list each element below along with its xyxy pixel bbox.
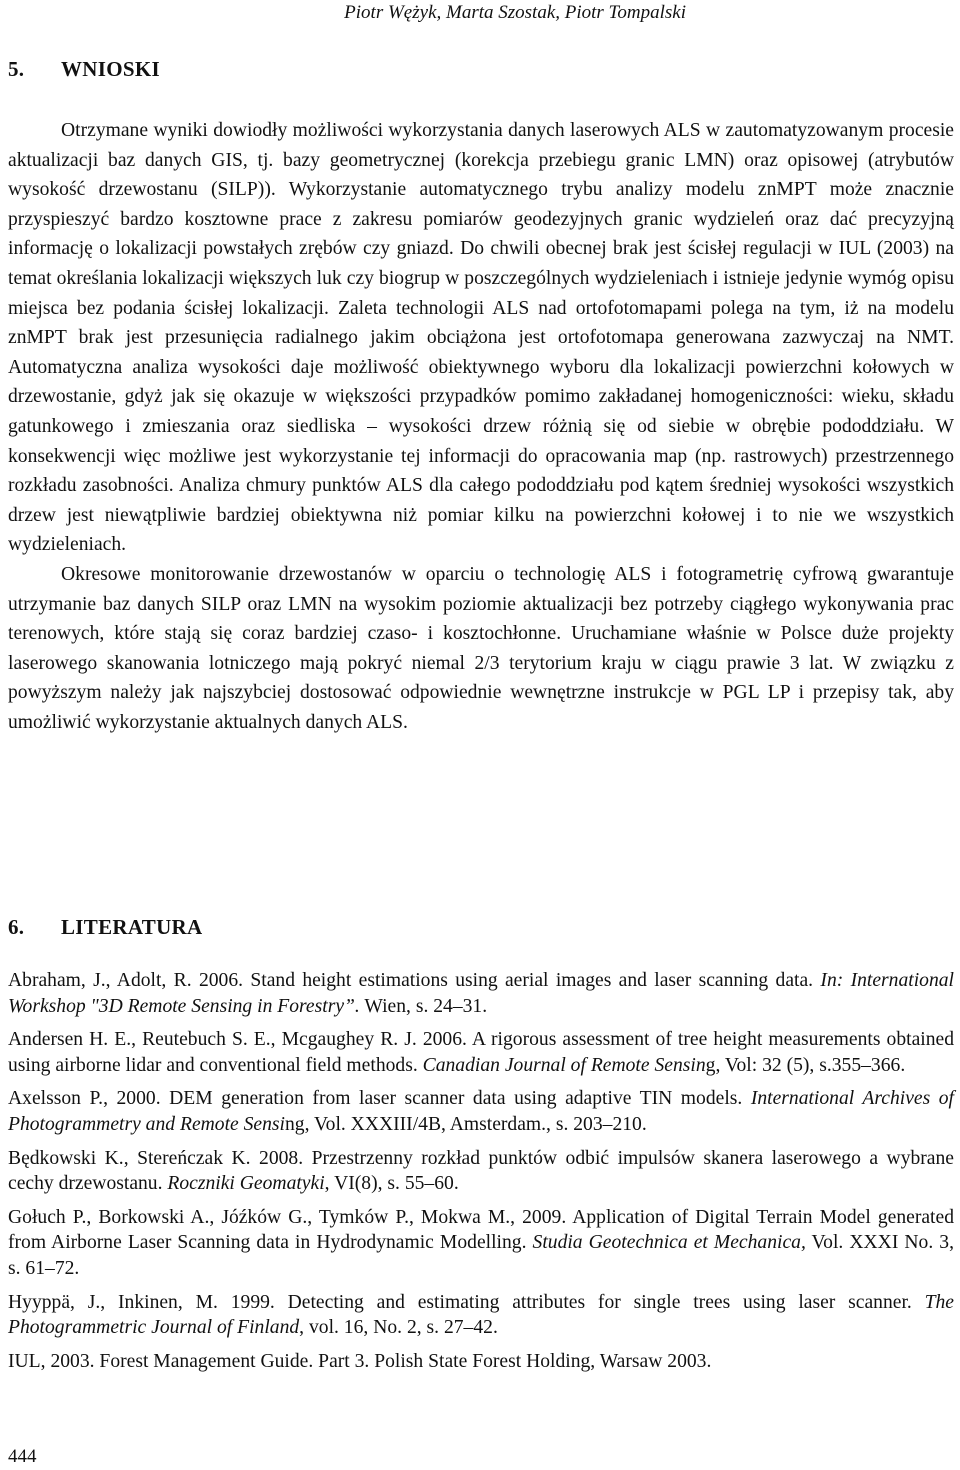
section-number: 6. [8, 915, 25, 939]
reference-item: Będkowski K., Stereńczak K. 2008. Przestrzenny rozkład punktów odbić impulsów skanera laserowego a wybrane cechy drzewostanu. Roczniki Geomatyki, VI(8), s. 55–60. [8, 1147, 954, 1195]
section-heading-conclusions [8, 57, 160, 82]
section-heading-literature [8, 915, 202, 940]
reference-item: Gołuch P., Borkowski A., Jóźków G., Tymków P., Mokwa M., 2009. Application of Digital Terrain Model generated from Airborne Laser Scanning data in Hydrodynamic Modelling. Studia Geotechnica et Mechanica, Vol. XXXI No. 3, s. 61–72. [8, 1206, 954, 1279]
reference-item: Abraham, J., Adolt, R. 2006. Stand height estimations using aerial images and laser scanning data. In: International Workshop "3D Remote Sensing in Forestry”. Wien, s. 24–31. [8, 970, 954, 1017]
paragraph: Otrzymane wyniki dowiodły możliwości wykorzystania danych laserowych ALS w zautomatyzowanym procesie aktualizacji baz danych GIS, tj. bazy geometrycznej (korekcja przebiegu granic LMN) oraz opisowej (atrybutów wysokość drzewostanu (SILP)). Wykorzystanie automatycznego trybu analizy modelu znMPT może znacznie przyspieszyć bardzo kosztowne prace z zakresu pomiarów geodezyjnych granic wydzieleń oraz dać precyzyjną informację o lokalizacji powstałych zrębów czy gniazd. Do chwili obecnej brak jest ścisłej regulacji w IUL (2003) na temat określania lokalizacji większych luk czy biogrup w poszczególnych wydzieleniach i istnieje jedynie wymóg opisu miejsca bez podania ścisłej lokalizacji. Zaleta technologii ALS nad ortofotomapami polega na tym, iż na modelu znMPT brak jest przesunięcia radialnego jakim obciążona jest ortofotomapa generowana zazwyczaj na NMT. Automatyczna analiza wysokości daje możliwość obiektywnego wyboru dla lokalizacji powierzchni kołowych w drzewostanie, gdyż jak się okazuje w większości przypadków pomimo zakładanej homogeniczności: wieku, składu gatunkowego i zmieszania oraz siedliska – wysokości drzew różnią się od siebie w obrębie pododdziału. W konsekwencji więc możliwe jest wykorzystanie tej informacji do opracowania map (np. rastrowych) przestrzennego rozkładu zasobności. Analiza chmury punktów ALS dla całego pododdziału pod kątem średniej wysokości wszystkich drzew jest niewątpliwie bardziej obiektywna niż pomiar kilku na powierzchni kołowej i to nie we wszystkich wydzieleniach. [8, 120, 954, 556]
section-title: WNIOSKI [61, 57, 160, 81]
page-number: 444 [8, 1446, 37, 1467]
section-number: 5. [8, 57, 25, 81]
reference-item: IUL, 2003. Forest Management Guide. Part 3. Polish State Forest Holding, Warsaw 2003. [8, 1350, 712, 1372]
running-header: Piotr Wężyk, Marta Szostak, Piotr Tompalski [344, 2, 686, 23]
reference-item: Andersen H. E., Reutebuch S. E., Mcgaughey R. J. 2006. A rigorous assessment of tree height measurements obtained using airborne lidar and conventional field methods. Canadian Journal of Remote Sensing, Vol: 32 (5), s.355–366. [8, 1029, 954, 1076]
section-title: LITERATURA [61, 915, 203, 939]
reference-list [8, 968, 954, 1382]
reference-item: Axelsson P., 2000. DEM generation from laser scanner data using adaptive TIN models. International Archives of Photogrammetry and Remote Sensing, Vol. XXXIII/4B, Amsterdam., s. 203–210. [8, 1088, 954, 1135]
reference-item: Hyyppä, J., Inkinen, M. 1999. Detecting and estimating attributes for single trees using laser scanner. The Photogrammetric Journal of Finland, vol. 16, No. 2, s. 27–42. [8, 1291, 954, 1339]
paragraph: Okresowe monitorowanie drzewostanów w oparciu o technologię ALS i fotogrametrię cyfrową gwarantuje utrzymanie baz danych SILP oraz LMN na wysokim poziomie aktualizacji bez potrzeby ciągłego wykonywania prac terenowych, które stają się coraz bardziej czaso- i kosztochłonne. Uruchamiane właśnie w Polsce duże projekty laserowego skanowania lotniczego mają pokryć niemal 2/3 terytorium kraju w ciągu prawie 3 lat. W związku z powyższym należy jak najszybciej dostosować odpowiednie wewnętrzne instrukcje w PGL LP i przepisy tak, aby umożliwić wykorzystanie aktualnych danych ALS. [8, 563, 954, 733]
conclusions-body [8, 116, 954, 737]
